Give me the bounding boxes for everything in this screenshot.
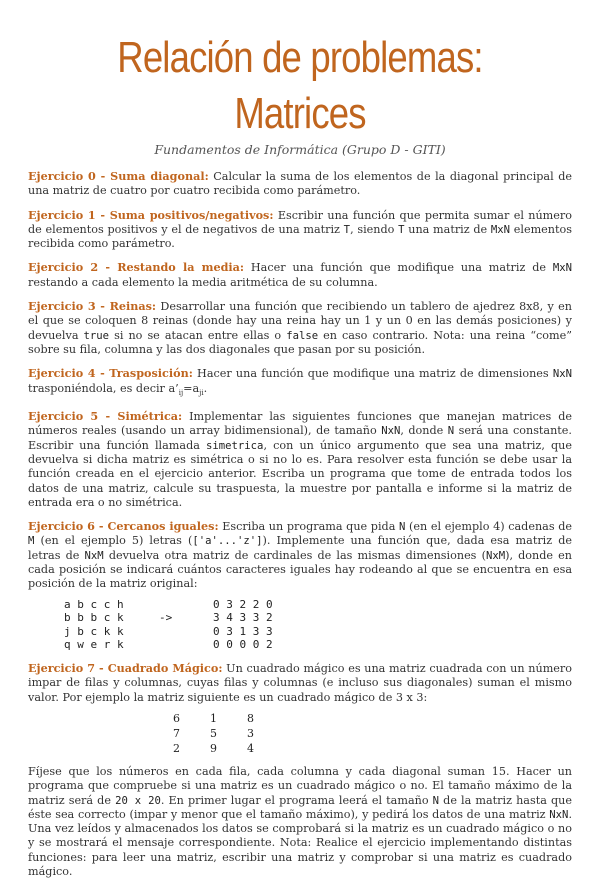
matrix-row: 0 0 0 0 2 [213,638,273,652]
exercise-1-text: una matriz de [404,222,491,236]
exercise-5 [28,409,572,510]
exercise-4 [28,366,572,400]
exercise-5-title: Ejercicio 5 - Simétrica: [28,409,183,424]
exercise-3-text: Desarrollar una función que recibiendo un tablero de ajedrez 8x8, y en el que se coloquen 8 reinas (donde hay una reina hay un 1 y un 0 en las demás posiciones) y devuelva [28,300,573,342]
magic-cell: 8 [247,711,254,725]
code-term: T [398,223,405,236]
magic-cell: 2 [173,741,180,755]
exercise-4-text: . [203,381,208,395]
exercise-7b-text: Fíjese que los números en cada fila, cada columna y cada diagonal suman 15. Hacer un programa que compruebe si una matriz es un cuadrado mágico o no. El tamaño máximo de la matriz será de [28,764,572,807]
magic-cell: 4 [247,741,254,755]
code-term: N [447,425,455,438]
magic-cell: 5 [210,726,217,740]
magic-cell: 9 [210,741,217,755]
code-term: N [399,521,406,534]
exercise-3 [28,299,572,357]
exercise-7-text: Un cuadrado mágico es una matriz cuadrada con un número impar de filas y columnas, cuyas filas y columnas (e incluso sus diagonales) suman el mismo valor. Por ejemplo la matriz siguiente es un cuadrado mágico de 3 x 3: [28,662,573,704]
magic-cell: 7 [173,726,180,740]
exercise-7b-text: de la matriz hasta que éste sea correcto (impar y menor que el tamaño máximo), y pedirá los datos de una matriz [28,793,572,821]
exercise-1-title: Ejercicio 1 - Suma positivos/negativos: [28,207,274,222]
code-term: NxN [549,808,569,821]
exercise-5-text: , donde [400,424,448,438]
exercise-1 [28,208,572,252]
code-term: T [343,223,351,236]
exercise-6-text: ). Implemente una función que, dada esa matriz de letras de [28,534,572,562]
code-term: NxM [84,549,104,562]
matrix-row: b b b c k [64,611,124,625]
code-term: MxN [490,223,511,236]
arrow-label: -> [159,611,173,625]
exercise-7-continued [28,765,572,879]
code-term: 20 x 20 [115,794,161,807]
code-term: ['a'...'z'] [192,535,263,548]
letter-matrix [64,598,159,652]
matrix-row: 0 3 1 3 3 [213,624,273,638]
subscript: ji [199,388,204,397]
exercise-5-text: , con un único argumento que sea una matriz, que devuelva si dicha matriz es simétrica o si no lo es. Para resolver esta función se debe usar la función creada en el ejercicio anterior. Escriba un programa que tome de entrada todos los datos de una matriz, calcule su traspuesta, la muestre por pantalla e informe si la matriz de entrada era o no simétrica. [28,438,572,509]
exercise-6-text: Escriba un programa que pida [218,520,400,534]
exercise-6-title: Ejercicio 6 - Cercanos iguales: [28,519,219,534]
exercise-7-title: Ejercicio 7 - Cuadrado Mágico: [28,661,223,676]
matrix-row: j b c k k [64,624,124,638]
exercise-5-text: Implementar las siguientes funciones que manejan matrices de números reales (usando un array bidimensional), de tamaño [28,410,572,438]
exercise-2-title: Ejercicio 2 - Restando la media: [28,260,245,275]
exercise-7b-text: . Una vez leídos y almacenados los datos se comprobará si la matriz es un cuadrado mágico o no y se mostrará el mensaje correspondiente. Nota: Realice el ejercicio implementando distintas funciones: para leer una matriz, escribir una matriz y comprobar si una matriz es cuadrado mágico. [28,807,572,878]
exercise-3-title: Ejercicio 3 - Reinas: [28,299,157,314]
exercise-7b-text: . En primer lugar el programa leerá el tamaño [160,793,433,807]
exercise-0 [28,169,572,199]
exercise-7 [28,661,572,705]
code-term: simetrica [206,439,264,452]
exercise-6-text: (en el ejemplo 4) cadenas de [405,520,572,534]
exercise-4-text: =a [183,381,200,395]
exercise-2-text: Hacer una función que modifique una matriz de [244,261,553,275]
exercise-1-text: , siendo [350,222,399,236]
exercise-6-text: devuelva otra matriz de cardinales de las mismas dimensiones ( [103,548,486,562]
exercise-4-text: trasponiéndola, es decir a’ [28,381,179,395]
matrix-row: q w e r k [64,638,124,652]
exercise-6-text: ), donde en cada posición se indicará cuántos caracteres iguales hay rodeando al que se encuentra en esa posición de la matriz original: [28,548,572,591]
exercise-0-title: Ejercicio 0 - Suma diagonal: [28,169,209,183]
magic-row [173,711,572,726]
code-term: false [286,329,319,342]
exercise-0-text: Calcular la suma de los elementos de la diagonal principal de una matriz de cuatro por cuatro recibida como parámetro. [28,170,572,198]
exercise-3-text: en caso contrario. Nota: una reina “come” sobre su fila, columna y las dos diagonales que pasan por su posición. [28,328,572,356]
exercise-4-text: Hacer una función que modifique una matriz de dimensiones [192,367,553,381]
subscript: ij [178,388,184,397]
code-term: NxN [552,368,572,381]
exercise-3-text: si no se atacan entre ellas o [109,328,287,342]
exercise-6-text: (en el ejemplo 5) letras ( [34,534,193,548]
exercise-2 [28,260,572,290]
page-title: Relación de problemas: Matrices [117,33,483,138]
magic-cell: 6 [173,711,180,725]
exercise-4-title: Ejercicio 4 - Trasposición: [28,366,193,381]
matrix-row: 0 3 2 2 0 [213,597,273,611]
code-term: MxN [552,262,573,275]
exercise-1-text: elementos recibida como parámetro. [28,222,572,251]
exercise-2-text: restando a cada elemento la media aritmética de su columna. [28,275,378,289]
page-subtitle: Fundamentos de Informática (Grupo D - GITI) [154,142,446,157]
code-term: M [28,535,35,548]
count-matrix [213,598,273,652]
code-term: N [432,794,440,807]
magic-cell: 1 [210,711,217,725]
code-term: NxN [381,425,401,438]
magic-row [173,741,572,756]
matrix-row: a b c c h [64,597,124,611]
code-term: NxM [485,549,506,562]
magic-square [173,711,572,756]
exercise-6 [28,519,572,591]
matrix-row: 3 4 3 3 2 [213,611,273,625]
magic-cell: 3 [247,726,254,740]
magic-row [173,726,572,741]
code-term: true [83,329,110,342]
exercise-1-text: Escribir una función que permita sumar el número de elementos positivos y el de negativos de una matriz [28,208,572,236]
example-6-matrices [64,598,572,652]
exercise-5-text: será una constante. Escribir una función llamada [28,424,572,452]
